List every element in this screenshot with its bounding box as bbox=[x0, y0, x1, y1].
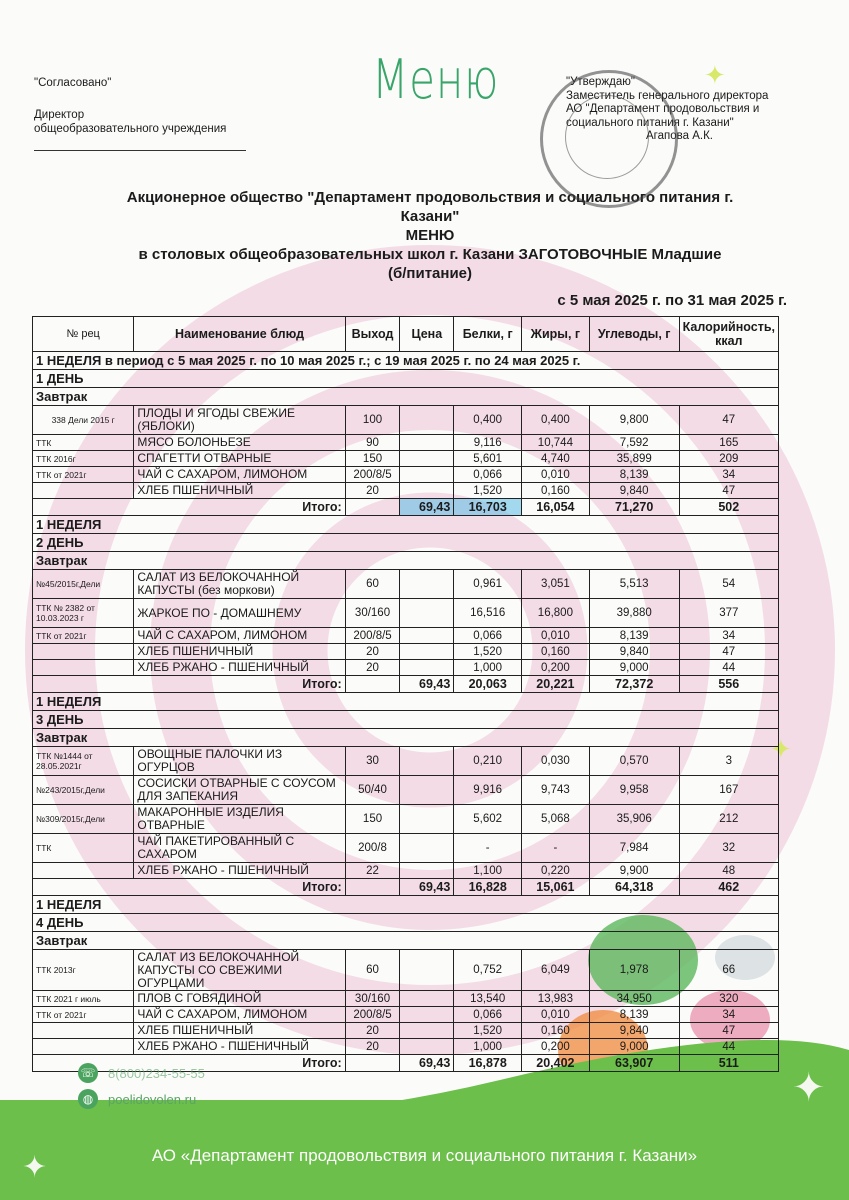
dish-name: ПЛОДЫ И ЯГОДЫ СВЕЖИЕ (ЯБЛОКИ) bbox=[134, 406, 345, 435]
star-decoration-icon: ✦ bbox=[704, 60, 726, 90]
globe-icon: ◍ bbox=[78, 1089, 98, 1109]
day-label: 2 ДЕНЬ bbox=[33, 534, 779, 552]
dish-name: ПЛОВ С ГОВЯДИНОЙ bbox=[134, 991, 345, 1007]
dish-carbs: 8,139 bbox=[589, 628, 679, 644]
day-label: 4 ДЕНЬ bbox=[33, 914, 779, 932]
total-fat: 16,054 bbox=[522, 499, 590, 516]
recipe-number: ТТК 2013г bbox=[33, 950, 134, 991]
dish-name: ХЛЕБ РЖАНО - ПШЕНИЧНЫЙ bbox=[134, 660, 345, 676]
col-dish-name: Наименование блюд bbox=[134, 317, 345, 352]
dish-price bbox=[400, 451, 454, 467]
dish-output: 20 bbox=[345, 1023, 400, 1039]
dish-fat: 4,740 bbox=[522, 451, 590, 467]
dish-price bbox=[400, 570, 454, 599]
dish-carbs: 7,592 bbox=[589, 435, 679, 451]
week-label: 1 НЕДЕЛЯ bbox=[33, 896, 779, 914]
dish-output: 200/8/5 bbox=[345, 628, 400, 644]
dish-name: ХЛЕБ ПШЕНИЧНЫЙ bbox=[134, 1023, 345, 1039]
dish-name: СОСИСКИ ОТВАРНЫЕ С СОУСОМ ДЛЯ ЗАПЕКАНИЯ bbox=[134, 776, 345, 805]
total-carbs: 64,318 bbox=[589, 879, 679, 896]
dish-fat: 3,051 bbox=[522, 570, 590, 599]
dish-output: 200/8/5 bbox=[345, 467, 400, 483]
website-link[interactable]: poelidovolen.ru bbox=[108, 1091, 197, 1107]
total-label: Итого: bbox=[33, 879, 346, 896]
dish-price bbox=[400, 599, 454, 628]
dish-output: 30 bbox=[345, 747, 400, 776]
dish-protein: 0,066 bbox=[454, 467, 522, 483]
approved-label: "Согласовано" bbox=[34, 77, 112, 89]
col-recipe-number: № рец bbox=[33, 317, 134, 352]
dish-output: 30/160 bbox=[345, 599, 400, 628]
dish-calories: 66 bbox=[679, 950, 778, 991]
menu-subtitle-cont: (б/питание) bbox=[387, 265, 473, 282]
dish-protein: 1,000 bbox=[454, 660, 522, 676]
total-label: Итого: bbox=[33, 499, 346, 516]
recipe-number: №45/2015г,Дели bbox=[33, 570, 134, 599]
total-price: 69,43 bbox=[400, 499, 454, 516]
dish-fat: 9,743 bbox=[522, 776, 590, 805]
table-header-row bbox=[33, 317, 779, 352]
dish-output: 200/8 bbox=[345, 834, 400, 863]
total-calories: 502 bbox=[679, 499, 778, 516]
dish-name: МЯСО БОЛОНЬЕЗЕ bbox=[134, 435, 345, 451]
meal-label: Завтрак bbox=[33, 729, 779, 747]
table-row bbox=[33, 451, 779, 467]
recipe-number bbox=[33, 863, 134, 879]
dish-name: ЧАЙ С САХАРОМ, ЛИМОНОМ bbox=[134, 628, 345, 644]
dish-carbs: 34,950 bbox=[589, 991, 679, 1007]
recipe-number: 338 Дели 2015 г bbox=[33, 406, 134, 435]
dish-output: 50/40 bbox=[345, 776, 400, 805]
table-row bbox=[33, 467, 779, 483]
confirmer-org-line: социального питания г. Казани" bbox=[566, 116, 734, 129]
table-row bbox=[33, 599, 779, 628]
dish-price bbox=[400, 660, 454, 676]
dish-carbs: 1,978 bbox=[589, 950, 679, 991]
recipe-number: ТТК bbox=[33, 435, 134, 451]
dish-price bbox=[400, 435, 454, 451]
dish-fat: 0,160 bbox=[522, 483, 590, 499]
table-row bbox=[33, 834, 779, 863]
recipe-number: ТТК 2016г bbox=[33, 451, 134, 467]
dish-protein: 0,066 bbox=[454, 628, 522, 644]
dish-price bbox=[400, 1039, 454, 1055]
col-output: Выход bbox=[345, 317, 400, 352]
dish-carbs: 9,840 bbox=[589, 644, 679, 660]
dish-calories: 44 bbox=[679, 1039, 778, 1055]
dish-protein: 0,210 bbox=[454, 747, 522, 776]
dish-fat: 10,744 bbox=[522, 435, 590, 451]
dish-output: 150 bbox=[345, 805, 400, 834]
dish-protein: 1,520 bbox=[454, 483, 522, 499]
dish-protein: 0,400 bbox=[454, 406, 522, 435]
dish-price bbox=[400, 406, 454, 435]
dish-fat: - bbox=[522, 834, 590, 863]
dish-calories: 47 bbox=[679, 1023, 778, 1039]
confirmer-org-line: АО "Департамент продовольствия и bbox=[566, 103, 760, 116]
phone-contact bbox=[78, 1060, 205, 1086]
org-title: Акционерное общество "Департамент продовольствия и социального питания г. bbox=[126, 189, 734, 206]
recipe-number bbox=[33, 660, 134, 676]
table-row bbox=[33, 406, 779, 435]
star-decoration-icon: ✦ bbox=[770, 734, 792, 764]
dish-output: 100 bbox=[345, 406, 400, 435]
total-carbs: 63,907 bbox=[589, 1055, 679, 1072]
confirmed-label: "Утверждаю" bbox=[566, 76, 635, 88]
day-label: 1 ДЕНЬ bbox=[33, 370, 779, 388]
confirmation-block bbox=[566, 76, 768, 144]
dish-calories: 48 bbox=[679, 863, 778, 879]
dish-output: 22 bbox=[345, 863, 400, 879]
meal-label: Завтрак bbox=[33, 552, 779, 570]
total-fat: 20,402 bbox=[522, 1055, 590, 1072]
total-price: 69,43 bbox=[400, 879, 454, 896]
dish-calories: 34 bbox=[679, 628, 778, 644]
table-row bbox=[33, 747, 779, 776]
table-row bbox=[33, 863, 779, 879]
total-protein: 16,878 bbox=[454, 1055, 522, 1072]
menu-subtitle: в столовых общеобразовательных школ г. Казани ЗАГОТОВОЧНЫЕ Младшие bbox=[138, 246, 722, 263]
dish-fat: 16,800 bbox=[522, 599, 590, 628]
dish-carbs: 35,899 bbox=[589, 451, 679, 467]
table-row bbox=[33, 628, 779, 644]
dish-carbs: 9,800 bbox=[589, 406, 679, 435]
table-row bbox=[33, 570, 779, 599]
dish-carbs: 35,906 bbox=[589, 805, 679, 834]
dish-output: 20 bbox=[345, 483, 400, 499]
dish-carbs: 9,840 bbox=[589, 483, 679, 499]
dish-price bbox=[400, 991, 454, 1007]
dish-name: МАКАРОННЫЕ ИЗДЕЛИЯ ОТВАРНЫЕ bbox=[134, 805, 345, 834]
week-label: 1 НЕДЕЛЯ bbox=[33, 693, 779, 711]
dish-name: ХЛЕБ ПШЕНИЧНЫЙ bbox=[134, 644, 345, 660]
dish-protein: 9,916 bbox=[454, 776, 522, 805]
dish-fat: 0,010 bbox=[522, 467, 590, 483]
dish-protein: 0,752 bbox=[454, 950, 522, 991]
dish-fat: 0,160 bbox=[522, 1023, 590, 1039]
dish-calories: 32 bbox=[679, 834, 778, 863]
dish-carbs: 39,880 bbox=[589, 599, 679, 628]
dish-calories: 54 bbox=[679, 570, 778, 599]
dish-price bbox=[400, 628, 454, 644]
week-period-row: 1 НЕДЕЛЯ в период с 5 мая 2025 г. по 10 мая 2025 г.; с 19 мая 2025 г. по 24 мая 2025 г. bbox=[33, 352, 779, 370]
total-label: Итого: bbox=[33, 676, 346, 693]
dish-carbs: 9,958 bbox=[589, 776, 679, 805]
table-row bbox=[33, 660, 779, 676]
dish-carbs: 9,900 bbox=[589, 863, 679, 879]
total-price: 69,43 bbox=[400, 676, 454, 693]
meal-label: Завтрак bbox=[33, 388, 779, 406]
dish-carbs: 7,984 bbox=[589, 834, 679, 863]
dish-output: 60 bbox=[345, 950, 400, 991]
approver-institution: общеобразовательного учреждения bbox=[34, 123, 227, 135]
dish-protein: 13,540 bbox=[454, 991, 522, 1007]
meal-label: Завтрак bbox=[33, 932, 779, 950]
recipe-number: ТТК № 2382 от 10.03.2023 г bbox=[33, 599, 134, 628]
dish-name: ЖАРКОЕ ПО - ДОМАШНЕМУ bbox=[134, 599, 345, 628]
dish-name: ЧАЙ ПАКЕТИРОВАННЫЙ С САХАРОМ bbox=[134, 834, 345, 863]
table-row bbox=[33, 776, 779, 805]
recipe-number: ТТК №1444 от 28.05.2021г bbox=[33, 747, 134, 776]
dish-protein: 1,520 bbox=[454, 644, 522, 660]
total-protein: 16,828 bbox=[454, 879, 522, 896]
dish-calories: 47 bbox=[679, 483, 778, 499]
dish-output: 20 bbox=[345, 1039, 400, 1055]
recipe-number: ТТК от 2021г bbox=[33, 467, 134, 483]
table-row bbox=[33, 483, 779, 499]
star-decoration-icon: ✦ bbox=[792, 1066, 826, 1110]
footer-org-name: АО «Департамент продовольствия и социального питания г. Казани» bbox=[151, 1146, 698, 1165]
total-calories: 556 bbox=[679, 676, 778, 693]
table-row bbox=[33, 1023, 779, 1039]
dish-name: ОВОЩНЫЕ ПАЛОЧКИ ИЗ ОГУРЦОВ bbox=[134, 747, 345, 776]
week-label: 1 НЕДЕЛЯ bbox=[33, 516, 779, 534]
approver-position: Директор bbox=[34, 109, 85, 121]
signature-line bbox=[34, 150, 246, 151]
dish-name: САЛАТ ИЗ БЕЛОКОЧАННОЙ КАПУСТЫ СО СВЕЖИМИ ОГУРЦАМИ bbox=[134, 950, 345, 991]
dish-price bbox=[400, 805, 454, 834]
dish-price bbox=[400, 950, 454, 991]
dish-fat: 0,200 bbox=[522, 1039, 590, 1055]
dish-fat: 0,010 bbox=[522, 1007, 590, 1023]
dish-fat: 0,010 bbox=[522, 628, 590, 644]
col-protein: Белки, г bbox=[454, 317, 522, 352]
total-row bbox=[33, 676, 779, 693]
dish-output: 60 bbox=[345, 570, 400, 599]
dish-carbs: 9,840 bbox=[589, 1023, 679, 1039]
total-output bbox=[345, 879, 400, 896]
total-carbs: 71,270 bbox=[589, 499, 679, 516]
col-price: Цена bbox=[400, 317, 454, 352]
dish-carbs: 8,139 bbox=[589, 1007, 679, 1023]
dish-name: ХЛЕБ ПШЕНИЧНЫЙ bbox=[134, 483, 345, 499]
col-fat: Жиры, г bbox=[522, 317, 590, 352]
dish-calories: 167 bbox=[679, 776, 778, 805]
website-contact bbox=[78, 1086, 205, 1112]
star-decoration-icon: ✦ bbox=[22, 1151, 48, 1184]
col-carbs: Углеводы, г bbox=[589, 317, 679, 352]
total-calories: 511 bbox=[679, 1055, 778, 1072]
confirmer-position: Заместитель генерального директора bbox=[566, 89, 769, 102]
menu-title: МЕНЮ bbox=[405, 227, 455, 244]
recipe-number bbox=[33, 644, 134, 660]
total-protein: 20,063 bbox=[454, 676, 522, 693]
table-row bbox=[33, 644, 779, 660]
dish-fat: 6,049 bbox=[522, 950, 590, 991]
day-label: 3 ДЕНЬ bbox=[33, 711, 779, 729]
dish-protein: 5,602 bbox=[454, 805, 522, 834]
table-row bbox=[33, 991, 779, 1007]
table-row bbox=[33, 1039, 779, 1055]
dish-fat: 0,200 bbox=[522, 660, 590, 676]
dish-protein: 16,516 bbox=[454, 599, 522, 628]
col-calories: Калорийность, ккал bbox=[679, 317, 778, 352]
dish-price bbox=[400, 747, 454, 776]
dish-calories: 34 bbox=[679, 1007, 778, 1023]
dish-protein: 1,000 bbox=[454, 1039, 522, 1055]
dish-calories: 3 bbox=[679, 747, 778, 776]
total-carbs: 72,372 bbox=[589, 676, 679, 693]
recipe-number: ТТК от 2021г bbox=[33, 1007, 134, 1023]
recipe-number: ТТК bbox=[33, 834, 134, 863]
menu-period: с 5 мая 2025 г. по 31 мая 2025 г. bbox=[557, 292, 787, 309]
recipe-number: ТТК от 2021г bbox=[33, 628, 134, 644]
dish-price bbox=[400, 863, 454, 879]
table-row bbox=[33, 435, 779, 451]
dish-protein: 0,066 bbox=[454, 1007, 522, 1023]
dish-protein: 5,601 bbox=[454, 451, 522, 467]
contacts-block bbox=[78, 1060, 205, 1112]
dish-fat: 0,220 bbox=[522, 863, 590, 879]
total-fat: 20,221 bbox=[522, 676, 590, 693]
dish-calories: 44 bbox=[679, 660, 778, 676]
dish-calories: 47 bbox=[679, 406, 778, 435]
dish-calories: 165 bbox=[679, 435, 778, 451]
dish-name: ХЛЕБ РЖАНО - ПШЕНИЧНЫЙ bbox=[134, 1039, 345, 1055]
dish-output: 20 bbox=[345, 644, 400, 660]
dish-price bbox=[400, 644, 454, 660]
total-output bbox=[345, 1055, 400, 1072]
total-fat: 15,061 bbox=[522, 879, 590, 896]
dish-name: ЧАЙ С САХАРОМ, ЛИМОНОМ bbox=[134, 467, 345, 483]
phone-icon: ☏ bbox=[78, 1063, 98, 1083]
total-price: 69,43 bbox=[400, 1055, 454, 1072]
dish-price bbox=[400, 776, 454, 805]
dish-price bbox=[400, 467, 454, 483]
recipe-number bbox=[33, 483, 134, 499]
dish-fat: 0,160 bbox=[522, 644, 590, 660]
dish-name: САЛАТ ИЗ БЕЛОКОЧАННОЙ КАПУСТЫ (без моркови) bbox=[134, 570, 345, 599]
dish-price bbox=[400, 1007, 454, 1023]
document-heading bbox=[60, 188, 800, 283]
dish-fat: 0,400 bbox=[522, 406, 590, 435]
dish-output: 30/160 bbox=[345, 991, 400, 1007]
confirmer-name: Агапова А.К. bbox=[646, 130, 713, 143]
dish-output: 200/8/5 bbox=[345, 1007, 400, 1023]
menu-logo: Меню bbox=[372, 48, 500, 111]
menu-table bbox=[32, 316, 779, 1072]
dish-carbs: 8,139 bbox=[589, 467, 679, 483]
table-row bbox=[33, 1007, 779, 1023]
total-output bbox=[345, 676, 400, 693]
recipe-number: ТТК 2021 г июль bbox=[33, 991, 134, 1007]
dish-fat: 5,068 bbox=[522, 805, 590, 834]
dish-calories: 320 bbox=[679, 991, 778, 1007]
total-row bbox=[33, 879, 779, 896]
recipe-number: №309/2015г,Дели bbox=[33, 805, 134, 834]
org-title-cont: Казани" bbox=[400, 208, 460, 225]
dish-protein: 0,961 bbox=[454, 570, 522, 599]
total-protein: 16,703 bbox=[454, 499, 522, 516]
dish-name: ХЛЕБ РЖАНО - ПШЕНИЧНЫЙ bbox=[134, 863, 345, 879]
dish-carbs: 0,570 bbox=[589, 747, 679, 776]
dish-calories: 377 bbox=[679, 599, 778, 628]
recipe-number bbox=[33, 1039, 134, 1055]
dish-carbs: 5,513 bbox=[589, 570, 679, 599]
total-output bbox=[345, 499, 400, 516]
dish-calories: 212 bbox=[679, 805, 778, 834]
table-row bbox=[33, 805, 779, 834]
dish-protein: - bbox=[454, 834, 522, 863]
dish-price bbox=[400, 1023, 454, 1039]
dish-output: 90 bbox=[345, 435, 400, 451]
recipe-number: №243/2015г,Дели bbox=[33, 776, 134, 805]
total-calories: 462 bbox=[679, 879, 778, 896]
dish-carbs: 9,000 bbox=[589, 660, 679, 676]
table-row bbox=[33, 950, 779, 991]
recipe-number bbox=[33, 1023, 134, 1039]
dish-price bbox=[400, 483, 454, 499]
dish-name: СПАГЕТТИ ОТВАРНЫЕ bbox=[134, 451, 345, 467]
dish-output: 20 bbox=[345, 660, 400, 676]
approval-block bbox=[34, 76, 246, 151]
dish-fat: 0,030 bbox=[522, 747, 590, 776]
dish-price bbox=[400, 834, 454, 863]
dish-calories: 47 bbox=[679, 644, 778, 660]
dish-calories: 34 bbox=[679, 467, 778, 483]
dish-name: ЧАЙ С САХАРОМ, ЛИМОНОМ bbox=[134, 1007, 345, 1023]
dish-calories: 209 bbox=[679, 451, 778, 467]
dish-fat: 13,983 bbox=[522, 991, 590, 1007]
total-label: Итого: bbox=[33, 1055, 346, 1072]
dish-output: 150 bbox=[345, 451, 400, 467]
phone-number: 8(800)234-55-55 bbox=[108, 1065, 205, 1081]
dish-carbs: 9,000 bbox=[589, 1039, 679, 1055]
dish-protein: 1,100 bbox=[454, 863, 522, 879]
dish-protein: 1,520 bbox=[454, 1023, 522, 1039]
dish-protein: 9,116 bbox=[454, 435, 522, 451]
total-row bbox=[33, 499, 779, 516]
